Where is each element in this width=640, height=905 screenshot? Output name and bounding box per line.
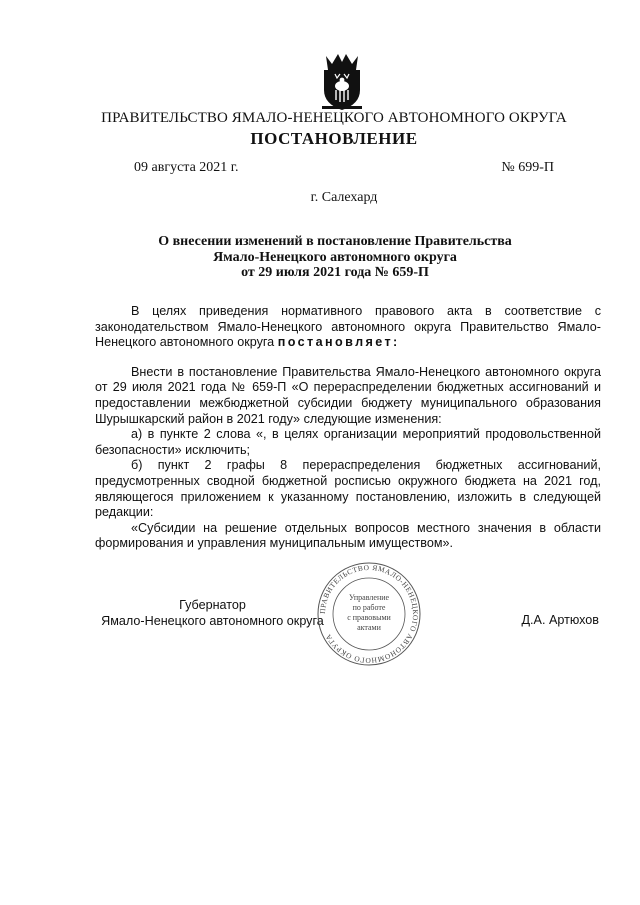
- body-paragraph-item-b: б) пункт 2 графы 8 перераспределения бюджетных ассигнований, предусмотренных сводной бюджетной росписью окружного бюджета на 2021 год, являющегося приложением к указанному постановлению, изложить в следующей редакции:: [95, 458, 601, 520]
- document-title: [140, 234, 530, 281]
- title-line: от 29 июля 2021 года № 659-П: [241, 265, 429, 280]
- body-paragraph-preamble: [95, 304, 601, 351]
- document-type: ПОСТАНОВЛЕНИЕ: [250, 129, 418, 148]
- document-date: 09 августа 2021 г.: [134, 160, 239, 175]
- document-number: № 699-П: [501, 160, 554, 175]
- coat-of-arms-icon: [318, 50, 366, 112]
- signatory-position: [95, 598, 330, 629]
- document-body: [95, 304, 601, 552]
- position-line: Ямало-Ненецкого автономного округа: [101, 613, 324, 628]
- official-stamp-icon: [313, 560, 425, 668]
- government-name: ПРАВИТЕЛЬСТВО ЯМАЛО-НЕНЕЦКОГО АВТОНОМНОГО ОКРУГА: [101, 110, 567, 126]
- preamble-text: В целях приведения нормативного правового акта в соответствие с законодательством Ямало-Ненецкого автономного округа Правительство Ямало-Ненецкого автономного округа: [95, 304, 601, 350]
- title-line: Ямало-Ненецкого автономного округа: [213, 249, 457, 265]
- body-paragraph-amendment: Внести в постановление Правительства Ямало-Ненецкого автономного округа от 29 июля 2021 года № 659-П «О перераспределении бюджетных ассигнований и предоставлении межбюджетной субсидии бюджету муниципального образования Шурышкарский район в 2021 году» следующие изменения:: [95, 364, 601, 426]
- title-line: О внесении изменений в постановление Правительства: [158, 234, 512, 249]
- stamp-inner-text: по работе: [352, 603, 386, 612]
- signatory-name: Д.А. Артюхов: [521, 613, 599, 627]
- document-city: г. Салехард: [310, 190, 378, 205]
- body-paragraph-item-a: а) в пункте 2 слова «, в целях организации мероприятий продовольственной безопасности» исключить;: [95, 427, 601, 457]
- decree-verb: постановляет:: [277, 335, 400, 350]
- stamp-inner-text: с правовыми: [347, 613, 391, 622]
- position-line: Губернатор: [179, 598, 246, 612]
- stamp-inner-text: Управление: [348, 593, 390, 602]
- body-paragraph-new-text: «Субсидии на решение отдельных вопросов местного значения в области формирования и управления муниципальным имуществом».: [95, 520, 601, 551]
- stamp-inner-text: актами: [357, 623, 381, 632]
- stamp-outer-text: ПРАВИТЕЛЬСТВО ЯМАЛО-НЕНЕЦКОГО АВТОНОМНОГО ОКРУГА: [317, 562, 421, 666]
